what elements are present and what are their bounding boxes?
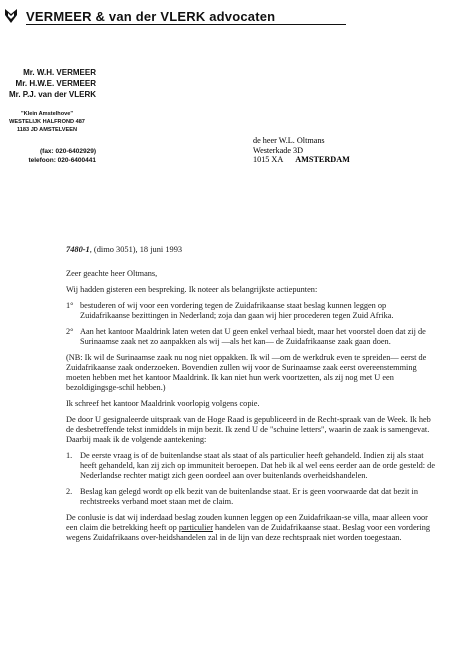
telephone-number: telefoon: 020-6400441 <box>28 157 96 164</box>
office-contact <box>0 147 96 165</box>
addressee-name: de heer W.L. Oltmans <box>253 136 325 145</box>
reference-number: 7480-1 <box>66 245 90 254</box>
annotation-item <box>66 451 436 481</box>
office-address <box>0 110 94 134</box>
partner-name: Mr. W.H. VERMEER <box>23 68 96 77</box>
conclusion-text-end: handelen van de Zuidafrikaanse staat. Beslag voor een vordering wegens Zuidafrikaans over-heidshandelen zal in de lijn van deze rechtspraak niet worden toegestaan. <box>66 523 431 542</box>
reference-date: , (dimo 3051), 18 juni 1993 <box>89 245 183 254</box>
annotation-text: De eerste vraag is of de buitenlandse staat als staat of als particulier heeft gehandeld. Indien zij als staat heeft gehandeld, kan zij zich op immuniteit beroepen. Dat heb ik al wel eens eerder aan de orde gesteld: de Nederlandse rechter matigt zich geen oordeel aan over buitenlands overheidshandelen. <box>80 451 436 480</box>
partner-name: Mr. P.J. van der VLERK <box>9 90 96 99</box>
action-point-text: bestuderen of wij voor een vordering tegen de Zuidafrikaanse staat beslag kunnen leggen op Zuidafrikaanse bezittingen in Nederland; zoja dan gaan wij hier procederen tegen Zuid Afrika. <box>80 301 394 320</box>
annotation-item <box>66 487 436 507</box>
partner-name: Mr. H.W.E. VERMEER <box>15 79 96 88</box>
conclusion-paragraph <box>66 513 436 543</box>
action-point-number: 1° <box>66 301 74 310</box>
partner-list <box>0 67 96 100</box>
annotation-number: 2. <box>66 487 73 496</box>
addressee-city: AMSTERDAM <box>295 155 350 164</box>
annotation-text: Beslag kan gelegd wordt op elk bezit van de buitenlandse staat. Er is geen voorwaarde dat dat bezit in rechtstreeks verband moet staan met de claim. <box>80 487 418 506</box>
addressee-street: Westerkade 3D <box>253 145 304 155</box>
addressee-block <box>253 136 350 165</box>
intro-paragraph: Wij hadden gisteren een bespreking. Ik noteer als belangrijkste actiepunten: <box>66 285 318 294</box>
copy-note: Ik schreef het kantoor Maaldrink voorlopig volgens copie. <box>66 399 260 408</box>
chevron-logo-icon <box>4 8 18 24</box>
office-street: WESTELIJK HALFROND 487 <box>9 119 85 125</box>
action-point <box>66 301 436 321</box>
action-point-text: Aan het kantoor Maaldrink laten weten dat U geen enkel verhaal biedt, maar het voorstel doen dat zij de Surinaamse zaak net zo aanpakken als wij —als het kan— de Zuidafrikaanse zaak gaan doen. <box>80 327 426 346</box>
conclusion-text-start: De conlusie is dat wij inderdaad beslag zouden kunnen leggen op een Zuidafrikaan-se villa, maar alleen voor een claim die betrekking heeft op <box>66 513 428 532</box>
office-building: "Klein Amstelhove" <box>20 111 74 117</box>
firm-name: VERMEER & van der VLERK advocaten <box>26 9 276 24</box>
action-point-number: 2° <box>66 327 74 336</box>
fax-number: (fax: 020-6402929) <box>39 148 96 155</box>
addressee-city-line <box>253 155 350 165</box>
ruling-paragraph: De door U gesignaleerde uitspraak van de Hoge Raad is gepubliceerd in de Recht-spraak van de Week. Ik heb de desbetreffende tekst inmiddels in mijn bezit. Ik zend U de "schuine letters", waarin de zaak is samengevat. Daarbij maak ik de volgende aantekening: <box>66 415 431 444</box>
reference-line <box>66 245 436 255</box>
office-city: 1183 JD AMSTELVEEN <box>17 127 77 133</box>
nb-note: (NB: Ik wil de Surinaamse zaak nu nog niet oppakken. Ik wil —om de werkdruk even te spreiden— eerst de Zuidafrikaanse zaak onderzoeken. Bovendien zullen wij voor de Surinaamse zaak eerst overeenstemming moeten hebben met het kantoor Maaldrink. Ik kan niet hun werk voortzetten, als zij nog met U een bezoldigingsge-schil hebben.) <box>66 353 427 392</box>
addressee-postcode: 1015 XA <box>253 155 284 164</box>
action-point <box>66 327 436 347</box>
letterhead-rule <box>26 24 346 25</box>
salutation: Zeer geachte heer Oltmans, <box>66 269 158 278</box>
conclusion-underlined-word: particulier <box>178 523 213 532</box>
letter-body <box>66 245 436 549</box>
annotation-number: 1. <box>66 451 73 460</box>
